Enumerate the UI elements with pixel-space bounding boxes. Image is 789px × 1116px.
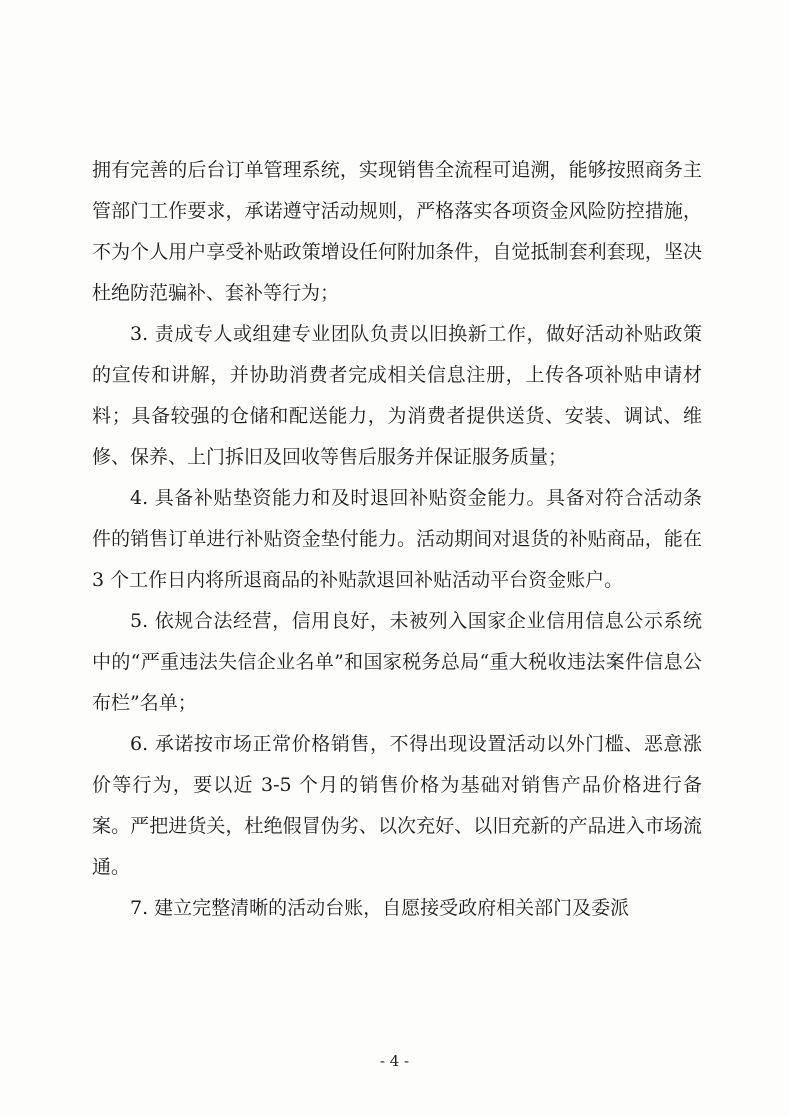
paragraph-item-6: 6. 承诺按市场正常价格销售，不得出现设置活动以外门槛、恶意涨价等行为，要以近 3-5 个月的销售价格为基础对销售产品价格进行备案。严把进货关，杜绝假冒伪劣、以次充好、以旧充新的产品进入市场流通。 <box>92 733 702 878</box>
paragraph-item-4: 4. 具备补贴垫资能力和及时退回补贴资金能力。具备对符合活动条件的销售订单进行补贴资金垫付能力。活动期间对退货的补贴商品，能在 3 个工作日内将所退商品的补贴款退回补贴活动平台资金账户。 <box>92 487 702 591</box>
paragraph-item-7: 7. 建立完整清晰的活动台账，自愿接受政府相关部门及委派 <box>130 897 630 919</box>
paragraph-continuation: 拥有完善的后台订单管理系统，实现销售全流程可追溯，能够按照商务主管部门工作要求，承诺遵守活动规则，严格落实各项资金风险防控措施，不为个人用户享受补贴政策增设任何附加条件，自觉抵制套利套现，坚决杜绝防范骗补、套补等行为； <box>92 159 702 304</box>
page-number: - 4 - <box>379 1052 410 1070</box>
paragraph-item-3: 3. 责成专人或组建专业团队负责以旧换新工作，做好活动补贴政策的宣传和讲解，并协助消费者完成相关信息注册，上传各项补贴申请材料；具备较强的仓储和配送能力，为消费者提供送货、安装、调试、维修、保养、上门拆旧及回收等售后服务并保证服务质量； <box>92 323 702 468</box>
document-body <box>92 150 702 929</box>
paragraph-item-5: 5. 依规合法经营，信用良好，未被列入国家企业信用信息公示系统中的“严重违法失信企业名单”和国家税务总局“重大税收违法案件信息公布栏”名单； <box>92 610 702 714</box>
